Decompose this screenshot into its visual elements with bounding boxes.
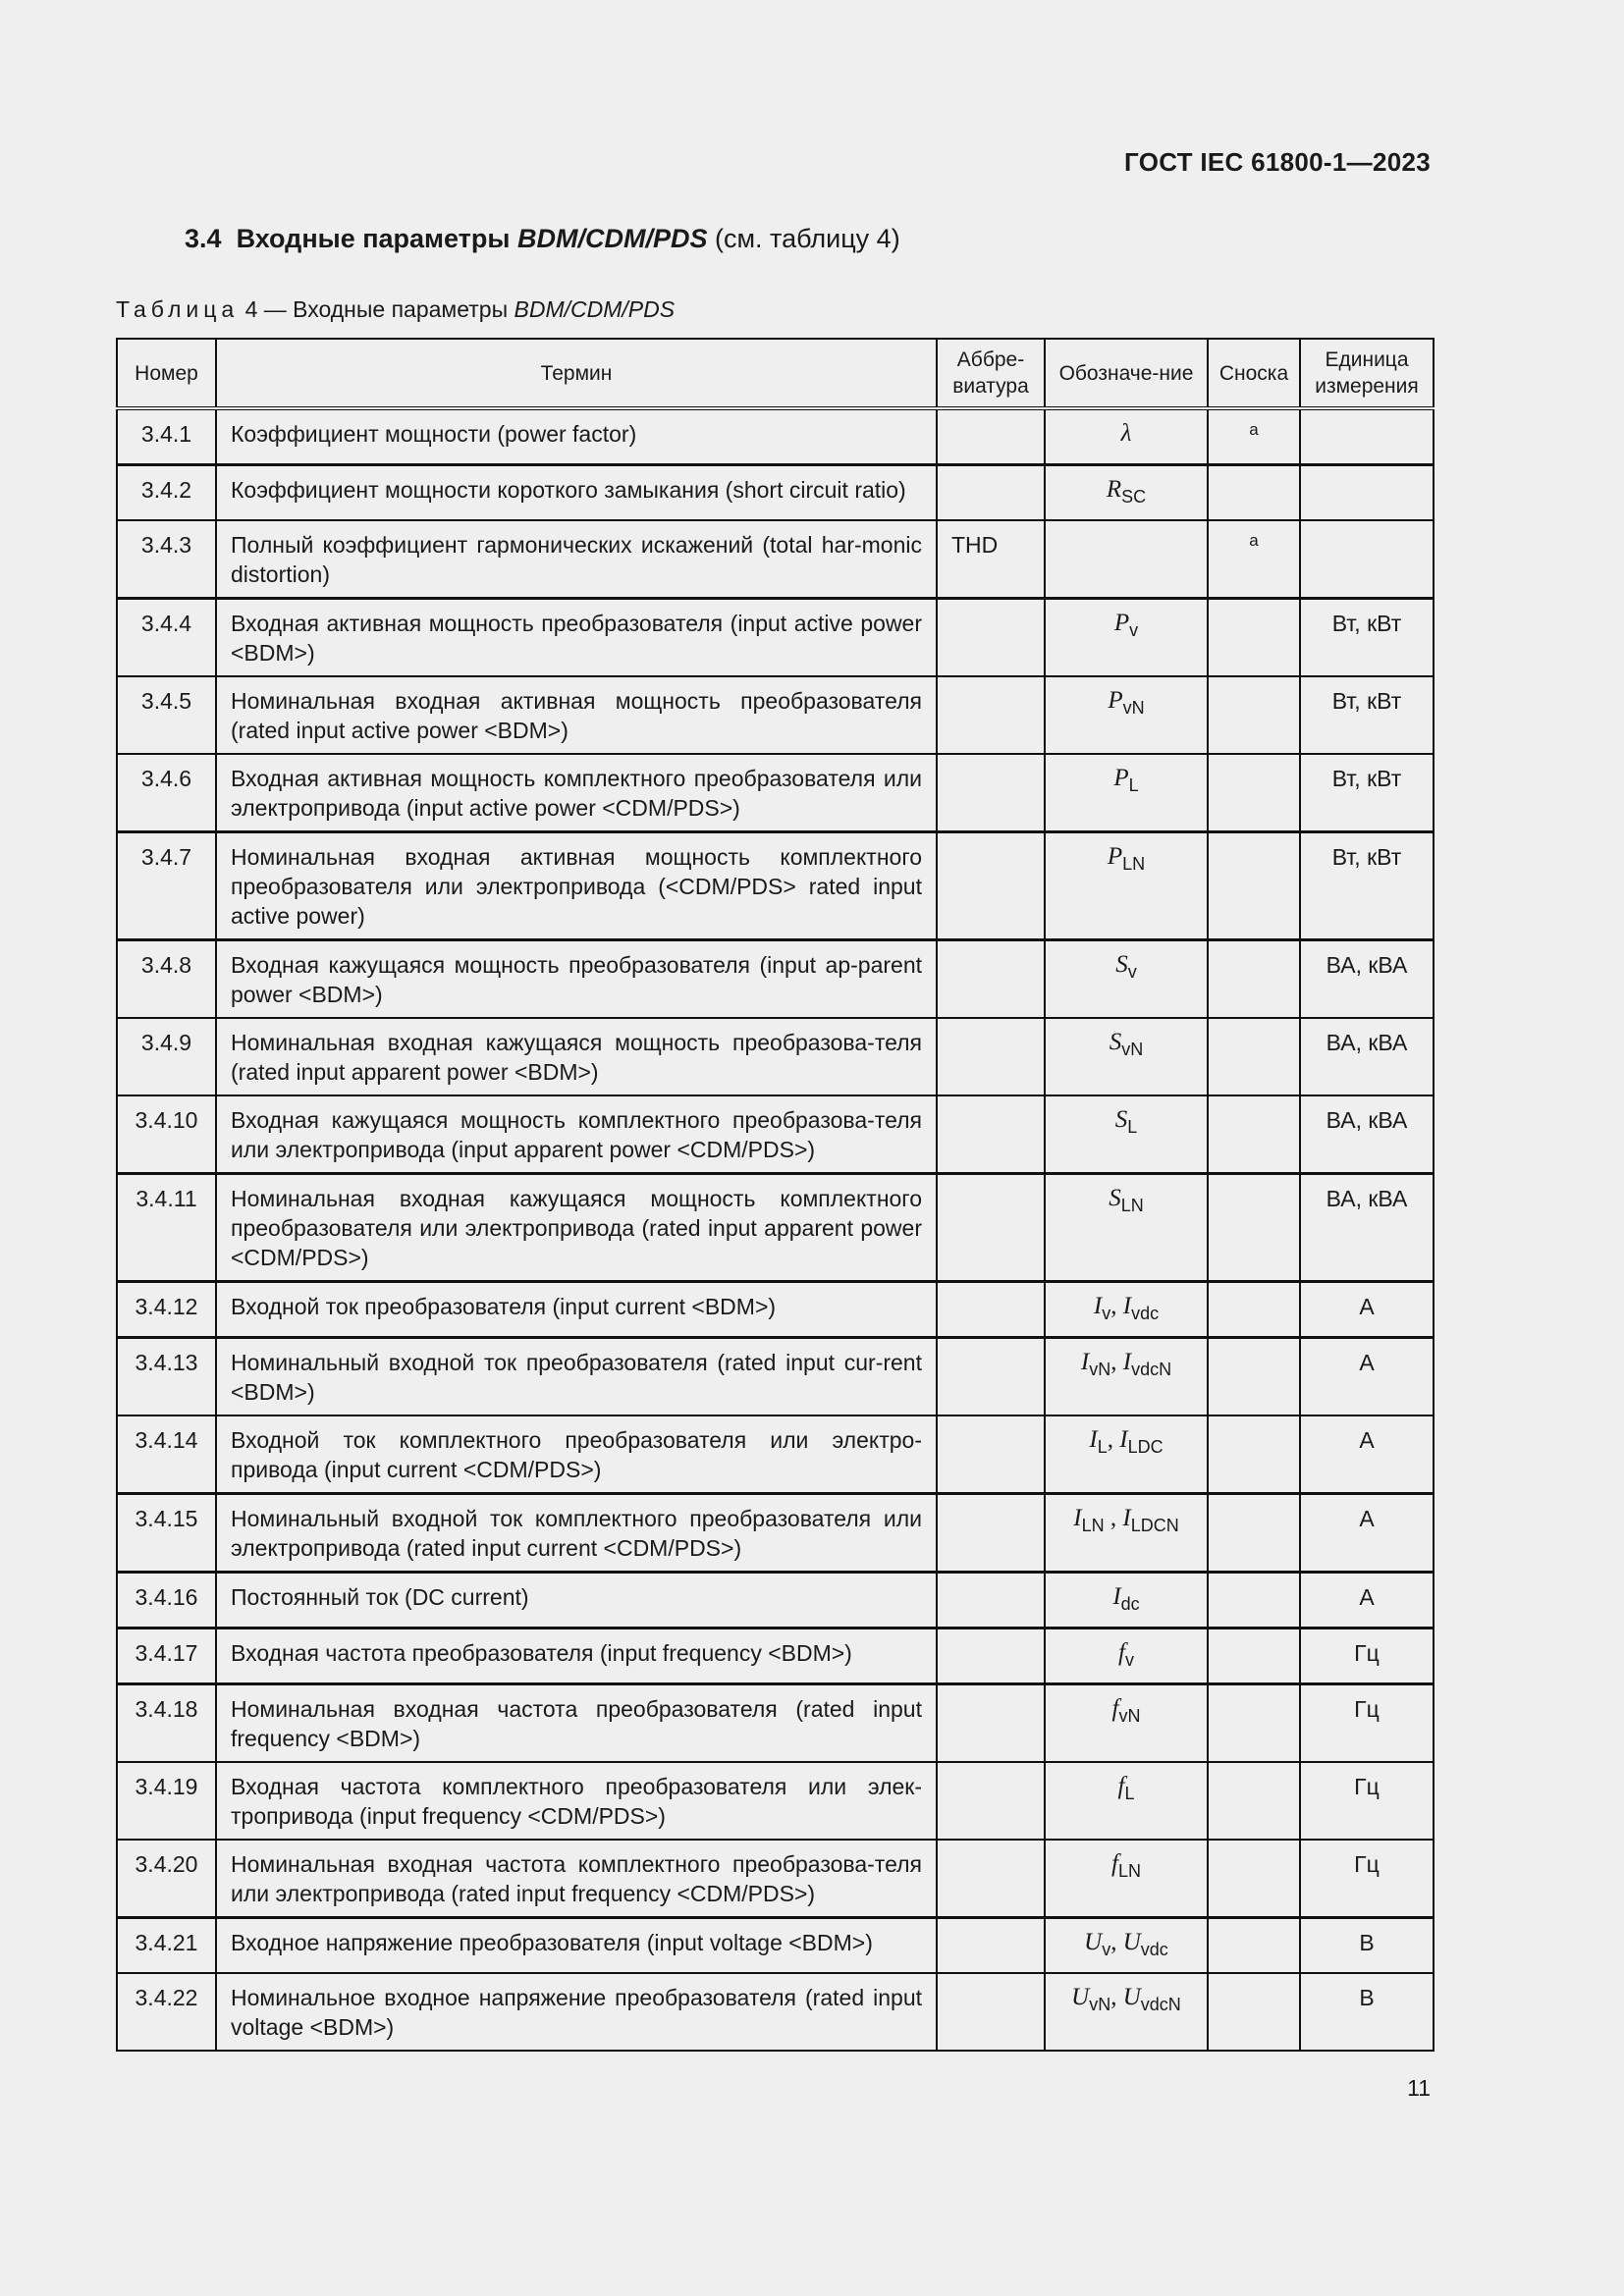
cell-footnote: a (1208, 520, 1300, 599)
cell-symbol (1045, 599, 1208, 677)
cell-footnote (1208, 940, 1300, 1019)
cell-unit (1300, 408, 1434, 465)
table-row (117, 1684, 1434, 1763)
cell-abbreviation (937, 676, 1045, 754)
symbol-subscript: v (1102, 1304, 1111, 1323)
section-number: 3.4 (185, 224, 222, 253)
cell-number: 3.4.13 (117, 1338, 216, 1416)
cell-number: 3.4.18 (117, 1684, 216, 1763)
table-row (117, 1338, 1434, 1416)
cell-abbreviation (937, 1973, 1045, 2051)
cell-abbreviation (937, 408, 1045, 465)
cell-abbreviation (937, 1629, 1045, 1684)
cell-term: Полный коэффициент гармонических искажений (total har-monic distortion) (216, 520, 937, 599)
cell-symbol (1045, 940, 1208, 1019)
cell-number: 3.4.9 (117, 1018, 216, 1095)
cell-number: 3.4.3 (117, 520, 216, 599)
symbol-main-2: I (1119, 1426, 1128, 1453)
symbol-subscript-2: LDC (1127, 1437, 1164, 1457)
table-row (117, 1494, 1434, 1573)
cell-footnote: a (1208, 408, 1300, 465)
cell-number: 3.4.15 (117, 1494, 216, 1573)
cell-term: Входная активная мощность преобразователя (input active power <BDM>) (216, 599, 937, 677)
cell-term: Номинальная входная частота преобразователя (rated input frequency <BDM>) (216, 1684, 937, 1763)
cell-unit (1300, 520, 1434, 599)
symbol-subscript: L (1097, 1437, 1108, 1457)
cell-footnote (1208, 1494, 1300, 1573)
cell-unit: ВА, кВА (1300, 1174, 1434, 1282)
table-row (117, 1840, 1434, 1918)
cell-unit: ВА, кВА (1300, 1095, 1434, 1174)
symbol-subscript: L (1124, 1784, 1135, 1803)
symbol-subscript: dc (1120, 1594, 1140, 1614)
cell-term: Постоянный ток (DC current) (216, 1573, 937, 1629)
table-header-row (117, 339, 1434, 408)
cell-term: Входная частота преобразователя (input frequency <BDM>) (216, 1629, 937, 1684)
symbol-subscript-2: vdcN (1131, 1360, 1172, 1379)
cell-footnote (1208, 1629, 1300, 1684)
cell-symbol (1045, 1494, 1208, 1573)
cell-symbol (1045, 1338, 1208, 1416)
cell-number: 3.4.11 (117, 1174, 216, 1282)
cell-number: 3.4.19 (117, 1762, 216, 1840)
cell-footnote (1208, 599, 1300, 677)
symbol-separator: , (1110, 1984, 1123, 2010)
cell-abbreviation (937, 1095, 1045, 1174)
symbol-subscript: LN (1117, 1861, 1141, 1881)
symbol-main: R (1106, 476, 1122, 503)
cell-number: 3.4.20 (117, 1840, 216, 1918)
cell-abbreviation (937, 1494, 1045, 1573)
cell-footnote (1208, 832, 1300, 940)
col-header-unit: Единица измерения (1300, 339, 1434, 408)
symbol-main: I (1080, 1349, 1090, 1375)
symbol-subscript: L (1127, 1117, 1138, 1137)
symbol-main: f (1117, 1773, 1125, 1799)
symbol-subscript: v (1127, 962, 1137, 982)
symbol-subscript: vN (1121, 1040, 1144, 1059)
table-row (117, 520, 1434, 599)
table-row (117, 408, 1434, 465)
table-row (117, 1573, 1434, 1629)
cell-unit: Вт, кВт (1300, 832, 1434, 940)
symbol-main: S (1114, 1106, 1128, 1133)
symbol-subscript: L (1128, 775, 1139, 795)
cell-number: 3.4.16 (117, 1573, 216, 1629)
table-caption (116, 296, 675, 323)
cell-symbol (1045, 754, 1208, 832)
symbol-separator: , (1104, 1505, 1123, 1531)
table-row (117, 832, 1434, 940)
cell-unit: ВА, кВА (1300, 1018, 1434, 1095)
table-row (117, 1629, 1434, 1684)
cell-unit: А (1300, 1338, 1434, 1416)
symbol-main: f (1118, 1639, 1125, 1666)
cell-abbreviation (937, 1684, 1045, 1763)
table-caption-number: 4 — Входные параметры (244, 296, 509, 322)
cell-unit: Вт, кВт (1300, 599, 1434, 677)
cell-unit: А (1300, 1573, 1434, 1629)
col-header-number: Номер (117, 339, 216, 408)
cell-term: Входное напряжение преобразователя (input voltage <BDM>) (216, 1918, 937, 1974)
section-title-bold: Входные параметры (236, 224, 511, 253)
cell-abbreviation: THD (937, 520, 1045, 599)
table-body (117, 408, 1434, 2051)
cell-term: Коэффициент мощности (power factor) (216, 408, 937, 465)
symbol-subscript: vN (1089, 1995, 1111, 2014)
cell-number: 3.4.1 (117, 408, 216, 465)
cell-term: Входная кажущаяся мощность преобразователя (input ap-parent power <BDM>) (216, 940, 937, 1019)
cell-term: Коэффициент мощности короткого замыкания (short circuit ratio) (216, 465, 937, 521)
document-standard-header: ГОСТ IEC 61800-1—2023 (1124, 147, 1431, 177)
cell-abbreviation (937, 1573, 1045, 1629)
table-row (117, 940, 1434, 1019)
cell-footnote (1208, 1840, 1300, 1918)
symbol-subscript: v (1102, 1940, 1111, 1959)
cell-footnote (1208, 754, 1300, 832)
cell-footnote (1208, 1762, 1300, 1840)
symbol-main: P (1113, 610, 1130, 636)
cell-symbol (1045, 408, 1208, 465)
symbol-main: U (1071, 1984, 1090, 2010)
cell-unit: А (1300, 1415, 1434, 1494)
cell-footnote (1208, 1973, 1300, 2051)
symbol-subscript: vN (1118, 1706, 1141, 1726)
cell-symbol (1045, 1095, 1208, 1174)
symbol-main: S (1115, 951, 1128, 978)
symbol-main: f (1111, 1850, 1118, 1877)
table-row (117, 1095, 1434, 1174)
cell-number: 3.4.10 (117, 1095, 216, 1174)
cell-number: 3.4.6 (117, 754, 216, 832)
cell-number: 3.4.21 (117, 1918, 216, 1974)
symbol-main: S (1109, 1029, 1122, 1055)
cell-abbreviation (937, 754, 1045, 832)
col-header-term: Термин (216, 339, 937, 408)
cell-footnote (1208, 1415, 1300, 1494)
symbol-subscript: v (1124, 1650, 1134, 1670)
col-header-note: Сноска (1208, 339, 1300, 408)
cell-unit: Вт, кВт (1300, 754, 1434, 832)
cell-term: Номинальная входная активная мощность комплектного преобразователя или электропривода (<CDM/PDS> rated input active power) (216, 832, 937, 940)
cell-abbreviation (937, 1174, 1045, 1282)
symbol-main: λ (1120, 420, 1132, 447)
cell-number: 3.4.4 (117, 599, 216, 677)
symbol-subscript: v (1129, 620, 1139, 640)
table-row (117, 1762, 1434, 1840)
cell-term: Номинальная входная кажущаяся мощность комплектного преобразователя или электропривода (rated input apparent power <CDM/PDS>) (216, 1174, 937, 1282)
table-row (117, 1282, 1434, 1338)
symbol-separator: , (1110, 1929, 1123, 1955)
cell-term: Номинальное входное напряжение преобразователя (rated input voltage <BDM>) (216, 1973, 937, 2051)
cell-number: 3.4.17 (117, 1629, 216, 1684)
cell-term: Номинальный входной ток преобразователя (rated input cur-rent <BDM>) (216, 1338, 937, 1416)
symbol-main-2: I (1122, 1505, 1131, 1531)
section-title-bolditalic: BDM/CDM/PDS (516, 224, 708, 253)
symbol-main: U (1084, 1929, 1103, 1955)
symbol-subscript-2: vdc (1140, 1940, 1168, 1959)
cell-abbreviation (937, 940, 1045, 1019)
cell-unit: Гц (1300, 1684, 1434, 1763)
symbol-main: I (1073, 1505, 1082, 1531)
symbol-main: I (1112, 1583, 1121, 1610)
table-row (117, 465, 1434, 521)
symbol-separator: , (1110, 1293, 1123, 1319)
cell-symbol (1045, 1018, 1208, 1095)
cell-number: 3.4.22 (117, 1973, 216, 2051)
cell-abbreviation (937, 1840, 1045, 1918)
symbol-separator: , (1110, 1349, 1123, 1375)
table-row (117, 1415, 1434, 1494)
symbol-main: I (1089, 1426, 1098, 1453)
cell-symbol (1045, 1684, 1208, 1763)
col-header-symbol: Обозначе-ние (1045, 339, 1208, 408)
table-row (117, 1018, 1434, 1095)
cell-footnote (1208, 676, 1300, 754)
cell-term: Номинальная входная активная мощность преобразователя (rated input active power <BDM>) (216, 676, 937, 754)
cell-unit: Вт, кВт (1300, 676, 1434, 754)
symbol-subscript: vN (1122, 698, 1145, 718)
symbol-separator: , (1107, 1426, 1120, 1453)
cell-number: 3.4.5 (117, 676, 216, 754)
cell-symbol (1045, 676, 1208, 754)
cell-symbol (1045, 1174, 1208, 1282)
input-parameters-table (116, 338, 1435, 2052)
symbol-main: P (1108, 687, 1123, 714)
cell-abbreviation (937, 465, 1045, 521)
cell-term: Номинальный входной ток комплектного преобразователя или электропривода (rated input current <CDM/PDS>) (216, 1494, 937, 1573)
cell-unit: ВА, кВА (1300, 940, 1434, 1019)
cell-abbreviation (937, 599, 1045, 677)
cell-number: 3.4.14 (117, 1415, 216, 1494)
cell-symbol (1045, 832, 1208, 940)
cell-unit: В (1300, 1918, 1434, 1974)
symbol-main-2: I (1122, 1349, 1132, 1375)
cell-footnote (1208, 1573, 1300, 1629)
table-row (117, 1174, 1434, 1282)
cell-unit: Гц (1300, 1629, 1434, 1684)
cell-term: Номинальная входная частота комплектного преобразова-теля или электропривода (rated input frequency <CDM/PDS>) (216, 1840, 937, 1918)
cell-unit: Гц (1300, 1762, 1434, 1840)
symbol-main: P (1113, 765, 1129, 791)
cell-abbreviation (937, 832, 1045, 940)
cell-footnote (1208, 465, 1300, 521)
cell-symbol (1045, 465, 1208, 521)
cell-symbol (1045, 1762, 1208, 1840)
cell-symbol (1045, 1918, 1208, 1974)
cell-symbol (1045, 1282, 1208, 1338)
symbol-main: P (1107, 843, 1123, 870)
cell-footnote (1208, 1918, 1300, 1974)
symbol-subscript-2: vdc (1131, 1304, 1160, 1323)
table-row (117, 599, 1434, 677)
cell-symbol (1045, 1415, 1208, 1494)
section-title-rest: (см. таблицу 4) (714, 224, 900, 253)
cell-term: Входная кажущаяся мощность комплектного преобразова-теля или электропривода (input apparent power <CDM/PDS>) (216, 1095, 937, 1174)
cell-footnote (1208, 1338, 1300, 1416)
symbol-main: S (1109, 1185, 1121, 1211)
cell-symbol (1045, 1840, 1208, 1918)
symbol-subscript-2: vdcN (1140, 1995, 1181, 2014)
cell-term: Номинальная входная кажущаяся мощность преобразова-теля (rated input apparent power <BDM>) (216, 1018, 937, 1095)
cell-symbol (1045, 1973, 1208, 2051)
cell-number: 3.4.8 (117, 940, 216, 1019)
symbol-subscript-2: LDCN (1130, 1516, 1179, 1535)
cell-abbreviation (937, 1415, 1045, 1494)
table-row (117, 1973, 1434, 2051)
cell-number: 3.4.12 (117, 1282, 216, 1338)
symbol-subscript: LN (1122, 854, 1146, 874)
cell-footnote (1208, 1174, 1300, 1282)
symbol-main: f (1111, 1695, 1119, 1722)
symbol-subscript: LN (1120, 1196, 1144, 1215)
table-row (117, 1918, 1434, 1974)
cell-footnote (1208, 1684, 1300, 1763)
table-row (117, 754, 1434, 832)
cell-symbol (1045, 1573, 1208, 1629)
cell-number: 3.4.2 (117, 465, 216, 521)
symbol-main-2: I (1122, 1293, 1132, 1319)
cell-number: 3.4.7 (117, 832, 216, 940)
cell-abbreviation (937, 1918, 1045, 1974)
section-title (185, 224, 900, 254)
cell-unit: В (1300, 1973, 1434, 2051)
cell-term: Входная активная мощность комплектного преобразователя или электропривода (input active power <CDM/PDS>) (216, 754, 937, 832)
cell-term: Входной ток комплектного преобразователя или электро-привода (input current <CDM/PDS>) (216, 1415, 937, 1494)
cell-abbreviation (937, 1018, 1045, 1095)
cell-unit: Гц (1300, 1840, 1434, 1918)
symbol-main-2: U (1122, 1984, 1141, 2010)
cell-term: Входной ток преобразователя (input current <BDM>) (216, 1282, 937, 1338)
cell-abbreviation (937, 1762, 1045, 1840)
symbol-subscript: SC (1121, 487, 1147, 507)
table-caption-label: Таблица (116, 296, 240, 322)
cell-unit: А (1300, 1282, 1434, 1338)
symbol-subscript: LN (1081, 1516, 1105, 1535)
table-row (117, 676, 1434, 754)
page-number: 11 (1407, 2075, 1431, 2101)
cell-abbreviation (937, 1338, 1045, 1416)
cell-term: Входная частота комплектного преобразователя или элек-тропривода (input frequency <CDM/PDS>) (216, 1762, 937, 1840)
cell-symbol (1045, 1629, 1208, 1684)
cell-footnote (1208, 1282, 1300, 1338)
cell-symbol (1045, 520, 1208, 599)
cell-unit: А (1300, 1494, 1434, 1573)
cell-abbreviation (937, 1282, 1045, 1338)
table-caption-italic: BDM/CDM/PDS (514, 296, 676, 322)
cell-unit (1300, 465, 1434, 521)
symbol-main: I (1093, 1293, 1103, 1319)
cell-footnote (1208, 1095, 1300, 1174)
symbol-main-2: U (1122, 1929, 1141, 1955)
symbol-subscript: vN (1089, 1360, 1111, 1379)
cell-footnote (1208, 1018, 1300, 1095)
col-header-abbr: Аббре-виатура (937, 339, 1045, 408)
